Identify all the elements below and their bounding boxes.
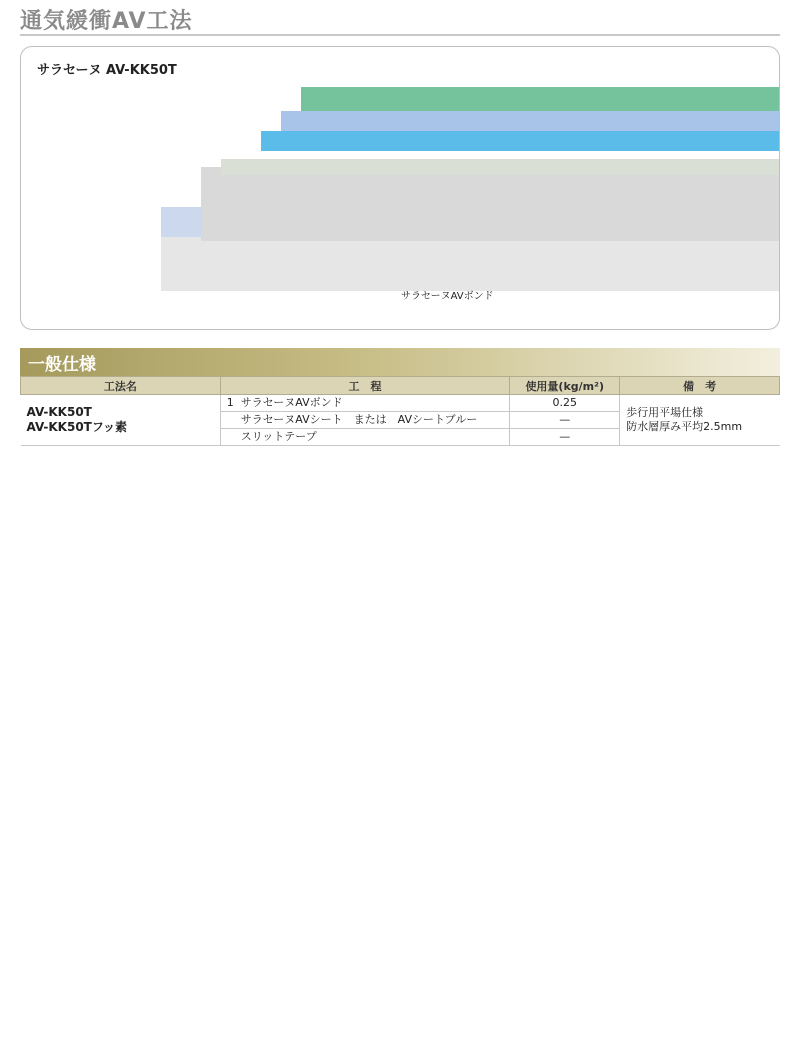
- table-row: [21, 395, 780, 412]
- section-bar: [20, 348, 780, 376]
- layer-diagram: [20, 46, 780, 330]
- layer-diagram-svg: [21, 47, 780, 330]
- remarks: 歩行用平場仕様 防水層厚み平均2.5mm: [620, 395, 780, 446]
- diagram-title: サラセーヌ AV-KK50T: [37, 63, 177, 78]
- header-method: 工法名: [21, 377, 221, 395]
- label-bond: サラセーヌAVボンド: [401, 291, 494, 302]
- header-process: 工 程: [220, 377, 510, 395]
- header-note: 備 考: [620, 377, 780, 395]
- process-step: サラセーヌAVシート または AVシートブルー: [220, 412, 510, 429]
- section-title: 一般仕様: [28, 355, 96, 375]
- method-name: AV-KK50T AV-KK50Tフッ素: [21, 395, 221, 446]
- process-step: 1 サラセーヌAVボンド: [220, 395, 510, 412]
- process-step: スリットテープ: [220, 429, 510, 446]
- usage-value: —: [510, 412, 620, 429]
- page-title: 通気緩衝AV工法: [20, 9, 193, 34]
- usage-value: 0.25: [510, 395, 620, 412]
- title-divider: [20, 34, 780, 36]
- header-usage: 使用量(kg/m²): [510, 377, 620, 395]
- spec-table: [20, 376, 780, 446]
- usage-value: —: [510, 429, 620, 446]
